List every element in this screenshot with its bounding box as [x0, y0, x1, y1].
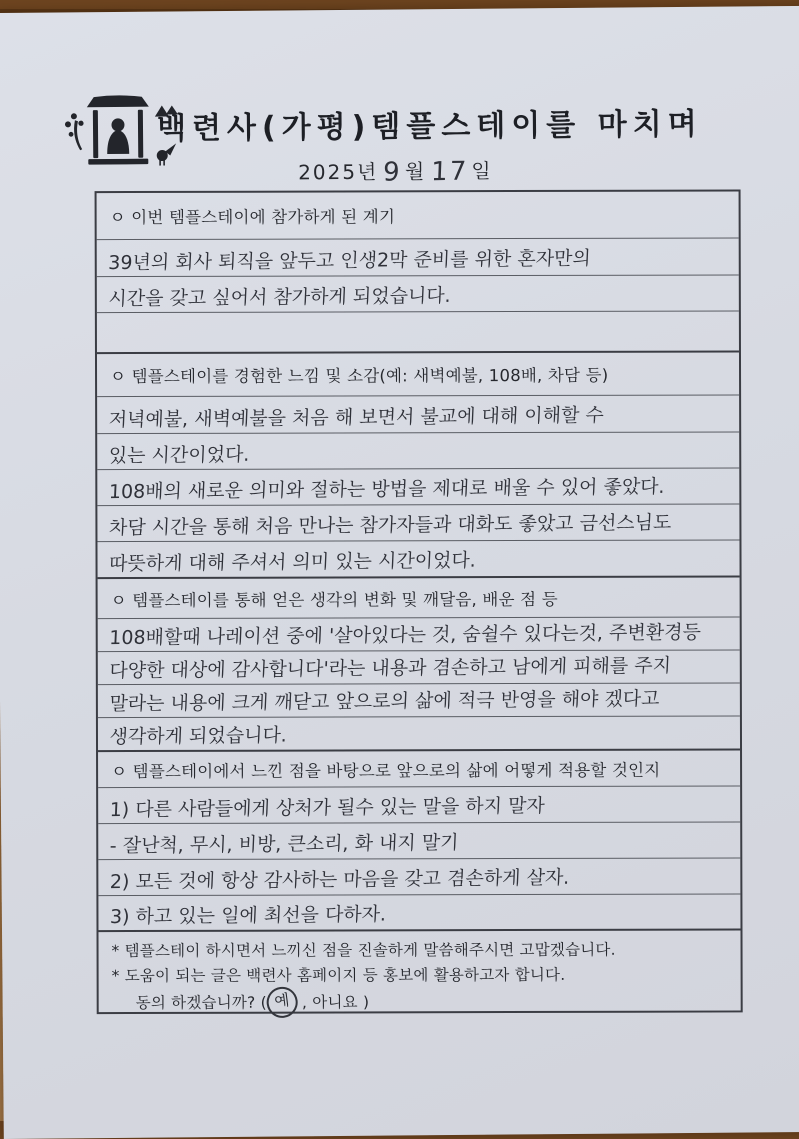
handwritten-answer: 말라는 내용에 크게 깨닫고 앞으로의 삶에 적극 반영을 해야 겠다고 [108, 687, 661, 716]
handwritten-answer: 시간을 갖고 싶어서 참가하게 되었습니다. [107, 284, 452, 311]
answer-row [97, 237, 739, 276]
answer-row [98, 785, 740, 823]
question-row-4 [98, 748, 740, 787]
handwritten-answer: 저녁예불, 새벽예불을 처음 해 보면서 불교에 대해 이해할 수 [108, 404, 605, 432]
question-2-text: ㅇ 템플스테이를 경험한 느낌 및 소감(예: 새벽예불, 108배, 차담 등) [110, 365, 609, 387]
footer-note-1: * 템플스테이 하시면서 느끼신 점을 진솔하게 말씀해주시면 고맙겠습니다. [111, 940, 616, 961]
date-day-handwritten: 17 [430, 156, 469, 188]
page-title: 백련사(가평)템플스테이를 마치며 [156, 106, 703, 147]
handwritten-answer: 1) 다른 사람들에게 상처가 될수 있는 말을 하지 말자 [109, 794, 546, 822]
handwritten-answer: 39년의 회사 퇴직을 앞두고 인생2막 준비를 위한 혼자만의 [107, 247, 592, 275]
handwritten-answer: 108배할때 나레이션 중에 '살아있다는 것, 숨쉴수 있다는것, 주변환경등 [108, 621, 702, 650]
footer-note-2: * 도움이 되는 글은 백련사 홈페이지 등 홍보에 활용하고자 합니다. [111, 965, 566, 986]
date-month-handwritten: 9 [382, 157, 403, 188]
pavilion-icon [87, 95, 150, 165]
answer-row [98, 649, 740, 684]
consent-question: 동의 하겠습니까? ( [135, 993, 267, 1013]
answer-row [97, 431, 739, 469]
consent-line [112, 987, 731, 1020]
footer-notes [98, 928, 740, 1012]
handwritten-answer: 다양한 대상에 감사합니다'라는 내용과 겸손하고 남에게 피해를 주지 [108, 654, 672, 683]
handwritten-answer: 따뜻하게 대해 주셔서 의미 있는 시간이었다. [108, 549, 477, 576]
paper-sheet [0, 6, 799, 1139]
question-1-text: ㅇ 이번 템플스테이에 참가하게 된 계기 [109, 207, 396, 228]
handwritten-answer: 3) 하고 있는 일에 최선을 다하자. [109, 903, 387, 929]
handwritten-answer: 있는 시간이었다. [108, 443, 250, 468]
handwritten-answer: - 잘난척, 무시, 비방, 큰소리, 화 내지 말기 [109, 831, 460, 858]
answer-row [97, 274, 739, 312]
feedback-form-table [95, 189, 743, 1014]
question-row-2 [97, 350, 739, 396]
answer-row [98, 821, 740, 859]
date-month-label: 월 [404, 159, 427, 184]
question-row-1 [97, 191, 739, 239]
date-day-label: 일 [471, 158, 493, 183]
answer-row [97, 394, 739, 433]
consent-paren-close: ) [362, 993, 370, 1012]
consent-option-no: 아니요 [312, 993, 358, 1012]
handwritten-answer: 108배의 새로운 의미와 절하는 방법을 제대로 배울 수 있어 좋았다. [108, 475, 666, 504]
answer-row [98, 715, 740, 750]
consent-comma: , [301, 993, 308, 1012]
handwritten-answer: 2) 모든 것에 항상 감사하는 마음을 갖고 겸손하게 살자. [109, 866, 570, 894]
answer-row [97, 503, 739, 541]
question-3-text: ㅇ 템플스테이를 통해 얻은 생각의 변화 및 깨달음, 배운 점 등 [110, 589, 558, 610]
branch-icon [65, 113, 84, 150]
answer-row [97, 539, 739, 577]
question-row-3 [98, 575, 740, 618]
handwritten-answer: 생각하게 되었습니다. [109, 724, 288, 749]
date-line [0, 152, 796, 191]
handwritten-answer: 차담 시간을 통해 처음 만나는 참가자들과 대화도 좋았고 금선스님도 [108, 511, 672, 540]
question-4-text: ㅇ 템플스테이에서 느낀 점을 바탕으로 앞으로의 삶에 어떻게 적용할 것인지 [111, 760, 661, 781]
answer-row [98, 893, 740, 930]
date-year-label: 2025년 [298, 159, 379, 185]
answer-row [97, 467, 739, 505]
answer-row-empty [97, 310, 739, 352]
answer-row [98, 682, 740, 717]
answer-row [98, 857, 740, 895]
answer-row [98, 616, 740, 651]
consent-option-yes-circled: 예 [265, 985, 300, 1020]
